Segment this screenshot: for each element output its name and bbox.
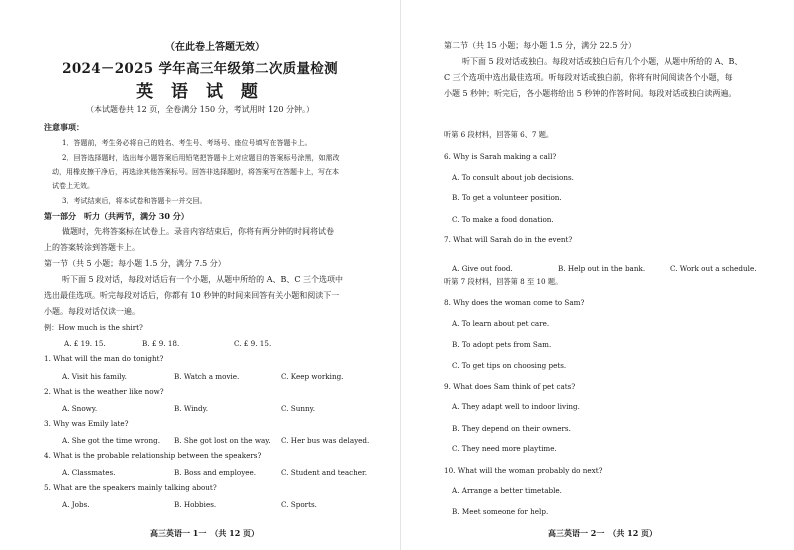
question: 4. What is the probable relationship between the speakers? [44,451,262,460]
note-line: 动，用橡皮擦干净后，再选涂其他答案标号。回答非选择题时，将答案写在答题卡上，写在本 [52,168,339,176]
page-footer: 高三英语一 2一 （共 12 页） [548,528,658,538]
section-desc: 听下面 5 段对话，每段对话后有一个小题，从题中所给的 A、B、C 三个选项中 [62,275,344,284]
option: C. Student and teacher. [281,468,367,477]
question-line: B. Meet someone for help. [452,507,549,517]
question-line: 8. Why does the woman come to Sam? [444,298,585,308]
question-line: B. To get a volunteer position. [452,193,562,203]
option: B. Hobbies. [174,500,217,509]
part-heading: 第一部分 听力（共两节，满分 30 分） [44,211,189,221]
question-line: 听第 7 段材料，回答第 8 至 10 题。 [444,277,563,287]
note-line: 1．答题前，考生务必将自己的姓名、考生号、考场号、座位号填写在答题卡上。 [62,139,312,147]
option: B. Windy. [174,404,209,413]
option: B. Boss and employee. [174,468,257,477]
option: A. Jobs. [62,500,90,509]
option: B. £ 9. 18. [142,339,180,348]
page-footer: 高三英语一 1一 （共 12 页） [150,528,260,538]
option: A. She got the time wrong. [62,436,160,445]
question: 2. What is the weather like now? [44,387,164,396]
question-line: A. They adapt well to indoor living. [452,402,580,412]
question-line: 9. What does Sam think of pet cats? [444,381,576,391]
question: 5. What are the speakers mainly talking about? [44,483,217,492]
option: C. £ 9. 15. [234,339,272,348]
note-line: 3．考试结束后，将本试卷和答题卡一并交回。 [62,197,207,205]
question: 3. Why was Emily late? [44,419,129,428]
section-desc: 小题 5 秒钟；听完后，各小题将给出 5 秒钟的作答时间。每段对话或独白读两遍。 [444,89,737,98]
question-line: 7. What will Sarah do in the event? [444,235,573,245]
exam-title: 2024－2025 学年高三年级第二次质量检测 [62,61,338,77]
option: B. She got lost on the way. [174,436,271,445]
question-line: A. To learn about pet care. [452,318,550,328]
option: B. Watch a movie. [174,372,240,381]
option: A. Give out food. [452,264,513,273]
option: B. Help out in the bank. [558,264,646,273]
section-desc: C 三个选项中选出最佳选项。听每段对话或独白前，你将有时间阅读各个小题，每 [444,73,733,82]
part-desc: 上的答案转涂到答题卡上。 [44,243,140,252]
section-desc: 小题。每段对话仅读一遍。 [44,307,140,316]
question-line: 10. What will the woman probably do next? [444,465,603,475]
question-line: B. They depend on their owners. [452,423,571,433]
question-line: 听第 6 段材料，回答第 6、7 题。 [444,130,554,140]
option: A. Snowy. [62,404,98,413]
option: A. £ 19. 15. [64,339,106,348]
section-heading: 第一节（共 5 小题；每小题 1.5 分，满分 7.5 分） [44,259,226,268]
note-line: 试卷上无效。 [52,182,94,190]
option: A. Visit his family. [62,372,127,381]
question: 1. What will the man do tonight? [44,354,164,363]
subject-title: 英 语 试 题 [136,82,264,102]
question-line: B. To adopt pets from Sam. [452,340,552,350]
option: C. Sports. [281,500,317,509]
option: C. Her bus was delayed. [281,436,370,445]
option: C. Work out a schedule. [670,264,757,273]
section-desc: 听下面 5 段对话或独白。每段对话或独白后有几个小题，从题中所给的 A、B、 [462,57,743,66]
section-desc: 选出最佳选项。听完每段对话后，你都有 10 秒钟的时间来回答有关小题和阅读下一 [44,291,340,300]
question-line: C. To make a food donation. [452,214,554,224]
question-line: 6. Why is Sarah making a call? [444,151,557,161]
question-line: A. Arrange a better timetable. [452,486,562,495]
note-line: 2．回答选择题时，选出每小题答案后用铅笔把答题卡上对应题目的答案标号涂黑，如需改 [62,154,340,162]
option: C. Sunny. [281,404,316,413]
option: A. Classmates. [62,468,116,477]
question-line: C. To get tips on choosing pets. [452,360,567,370]
question-line: A. To consult about job decisions. [452,173,574,183]
right-page [400,0,794,550]
part-desc: 做题时，先将答案标在试卷上。录音内容结束后，你将有两分钟的时间将试卷 [62,227,334,236]
exam-notice-tag: （在此卷上答题无效） [165,42,265,53]
section-heading: 第二节（共 15 小题；每小题 1.5 分，满分 22.5 分） [444,41,636,50]
notes-heading: 注意事项： [44,122,84,132]
question-line: C. They need more playtime. [452,444,557,454]
exam-intro: （本试题卷共 12 页，全卷满分 150 分，考试用时 120 分钟。） [86,105,314,114]
option: C. Keep working. [281,372,344,381]
example-question: 例：How much is the shirt? [44,323,143,332]
